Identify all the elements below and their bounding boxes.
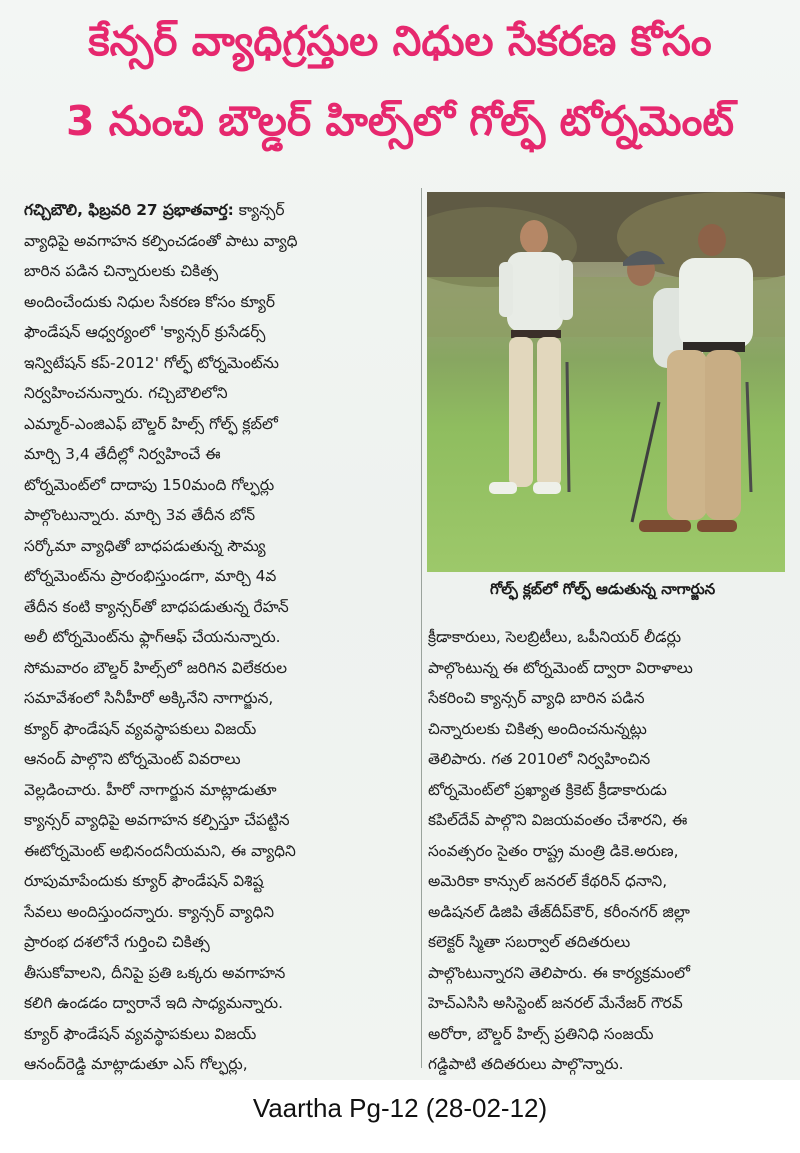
- article-line: క్యూర్ ఫౌండేషన్ వ్యవస్థాపకులు విజయ్: [24, 1024, 257, 1043]
- article-line: రూపుమాపేందుకు క్యూర్ ఫౌండేషన్ విశిష్ట: [24, 872, 264, 890]
- article-line: ఆనంద్‌రెడ్డి మాట్లాడుతూ ఎస్ గోల్ఫర్లు,: [24, 1055, 248, 1073]
- article-line: వెల్లడించారు. హీరో నాగార్జున మాట్లాడుతూ: [24, 780, 277, 799]
- article-line: ఇన్విటేషన్ కప్-2012' గోల్ఫ్ టోర్నమెంట్‌ను: [24, 353, 279, 372]
- article-line: కలెక్టర్ స్మితా సబర్వాల్ తదితరులు: [428, 933, 631, 951]
- article-line: తెలిపారు. గత 2010లో నిర్వహించిన: [428, 750, 651, 768]
- source-footer: Vaartha Pg-12 (28-02-12): [252, 1093, 548, 1123]
- article-line: చిన్నారులకు చికిత్స అందించనున్నట్లు: [428, 719, 647, 738]
- article-line: ఈటోర్నమెంట్ అభినందనీయమని, ఈ వ్యాధిని: [24, 841, 296, 860]
- article-column-right: [428, 622, 778, 1080]
- article-line: హెచ్‌ఎసిసి అసిస్టెంట్ జనరల్ మేనేజర్ గౌరవ్: [428, 994, 683, 1012]
- article-first-line: [24, 195, 414, 226]
- golf-photo: [427, 192, 785, 572]
- headline-line-1: కేన్సర్ వ్యాధిగ్రస్తుల నిధుల సేకరణ కోసం: [88, 17, 712, 65]
- article-line: ప్రారంభ దశలోనే గుర్తించి చికిత్స: [24, 933, 210, 951]
- article-line: సర్కోమా వ్యాధితో బాధపడుతున్న సౌమ్య: [24, 536, 266, 555]
- column-divider: [421, 188, 422, 1068]
- article-line: కపిల్‌దేవ్ పాల్గొని విజయవంతం చేశారని, ఈ: [428, 811, 688, 829]
- article-line: గడ్డిపాటి తదితరులు పాల్గొన్నారు.: [428, 1055, 624, 1073]
- article-line: టోర్నమెంట్‌ను ప్రారంభిస్తుండగా, మార్చి 4వ: [24, 567, 277, 585]
- article-line: అలీ టోర్నమెంట్‌ను ఫ్లాగ్‌ఆఫ్ చేయనున్నారు.: [24, 628, 281, 646]
- dateline: గచ్చిబౌలి, ఫిబ్రవరి 27 ప్రభాతవార్త:: [24, 201, 234, 219]
- article-line: టోర్నమెంట్‌లో దాదాపు 150మంది గోల్ఫర్లు: [24, 475, 275, 494]
- article-line: క్యూర్ ఫౌండేషన్ వ్యవస్థాపకులు విజయ్: [24, 719, 257, 738]
- article-line: క్రీడాకారులు, సెలబ్రిటీలు, ఒపీనియర్ లీడర్లు: [428, 628, 682, 646]
- article-line: కలిగి ఉండడం ద్వారానే ఇది సాధ్యమన్నారు.: [24, 994, 283, 1012]
- article-line: సంవత్సరం సైతం రాష్ట్ర మంత్రి డికె.అరుణ,: [428, 841, 679, 860]
- article-line: అడిషనల్ డిజిపి తేజ్‌దీప్‌కౌర్, కరీంనగర్ జిల్లా: [428, 902, 690, 921]
- photo-caption: గోల్ఫ్ క్లబ్‌లో గోల్ఫ్ ఆడుతున్న నాగార్జున: [490, 580, 716, 598]
- article-line: పాల్గొంటున్నారు. మార్చి 3వ తేదీన బోన్: [24, 506, 256, 524]
- headline-line-2: 3 నుంచి బౌల్డర్ హిల్స్‌లో గోల్ఫ్ టోర్నమెంట్: [65, 97, 735, 145]
- article-line: సమావేశంలో సినీహీరో అక్కినేని నాగార్జున,: [24, 689, 274, 707]
- article-column-left: [24, 195, 414, 1080]
- article-line: క్యాన్సర్: [238, 201, 285, 219]
- article-line: అరోరా, బౌల్డర్ హిల్స్ ప్రతినిధి సంజయ్: [428, 1024, 654, 1043]
- article-line: తీసుకోవాలని, దీనిపై ప్రతి ఒక్కరు అవగాహన: [24, 963, 286, 982]
- article-line: తేదీన కంటి క్యాన్సర్‌తో బాధపడుతున్న రేహన్: [24, 597, 289, 616]
- article-line: సోమవారం బౌల్డర్ హిల్స్‌లో జరిగిన విలేకరుల: [24, 658, 288, 677]
- article-line: ఆనంద్ పాల్గొని టోర్నమెంట్ వివరాలు: [24, 750, 241, 768]
- article-line: నిర్వహించనున్నారు. గచ్చిబౌలిలోని: [24, 384, 228, 402]
- article-line: అమెరికా కాన్సుల్ జనరల్ కేథరిన్ ధనాని,: [428, 872, 668, 890]
- article-line: పాల్గొంటున్నారని తెలిపారు. ఈ కార్యక్రమంలో: [428, 963, 691, 982]
- article-line: సేవలు అందిస్తుందన్నారు. క్యాన్సర్ వ్యాధిని: [24, 902, 275, 921]
- article-line: టోర్నమెంట్‌లో ప్రఖ్యాత క్రికెట్ క్రీడాకారుడు: [428, 780, 667, 799]
- article-line: ఫౌండేషన్ ఆధ్వర్యంలో 'క్యాన్సర్ క్రుసేడర్స్: [24, 323, 266, 341]
- article-line: వ్యాధిపై అవగాహన కల్పించడంతో పాటు వ్యాధి: [24, 231, 298, 250]
- article-line: బారిన పడిన చిన్నారులకు చికిత్స: [24, 262, 219, 280]
- article-line: క్యాన్సర్ వ్యాధిపై అవగాహన కల్పిస్తూ చేపట్టిన: [24, 811, 290, 829]
- article-line: అందించేందుకు నిధుల సేకరణ కోసం క్యూర్: [24, 292, 275, 311]
- article-line: మార్చి 3,4 తేదీల్లో నిర్వహించే ఈ: [24, 445, 221, 463]
- article-line: సేకరించి క్యాన్సర్ వ్యాధి బారిన పడిన: [428, 689, 645, 707]
- article-line: ఎమ్మార్-ఎంజిఎఫ్ బౌల్డర్ హిల్స్ గోల్ఫ్ క్లబ్‌లో: [24, 414, 278, 433]
- article-line: పాల్గొంటున్న ఈ టోర్నమెంట్ ద్వారా విరాళాలు: [428, 658, 693, 677]
